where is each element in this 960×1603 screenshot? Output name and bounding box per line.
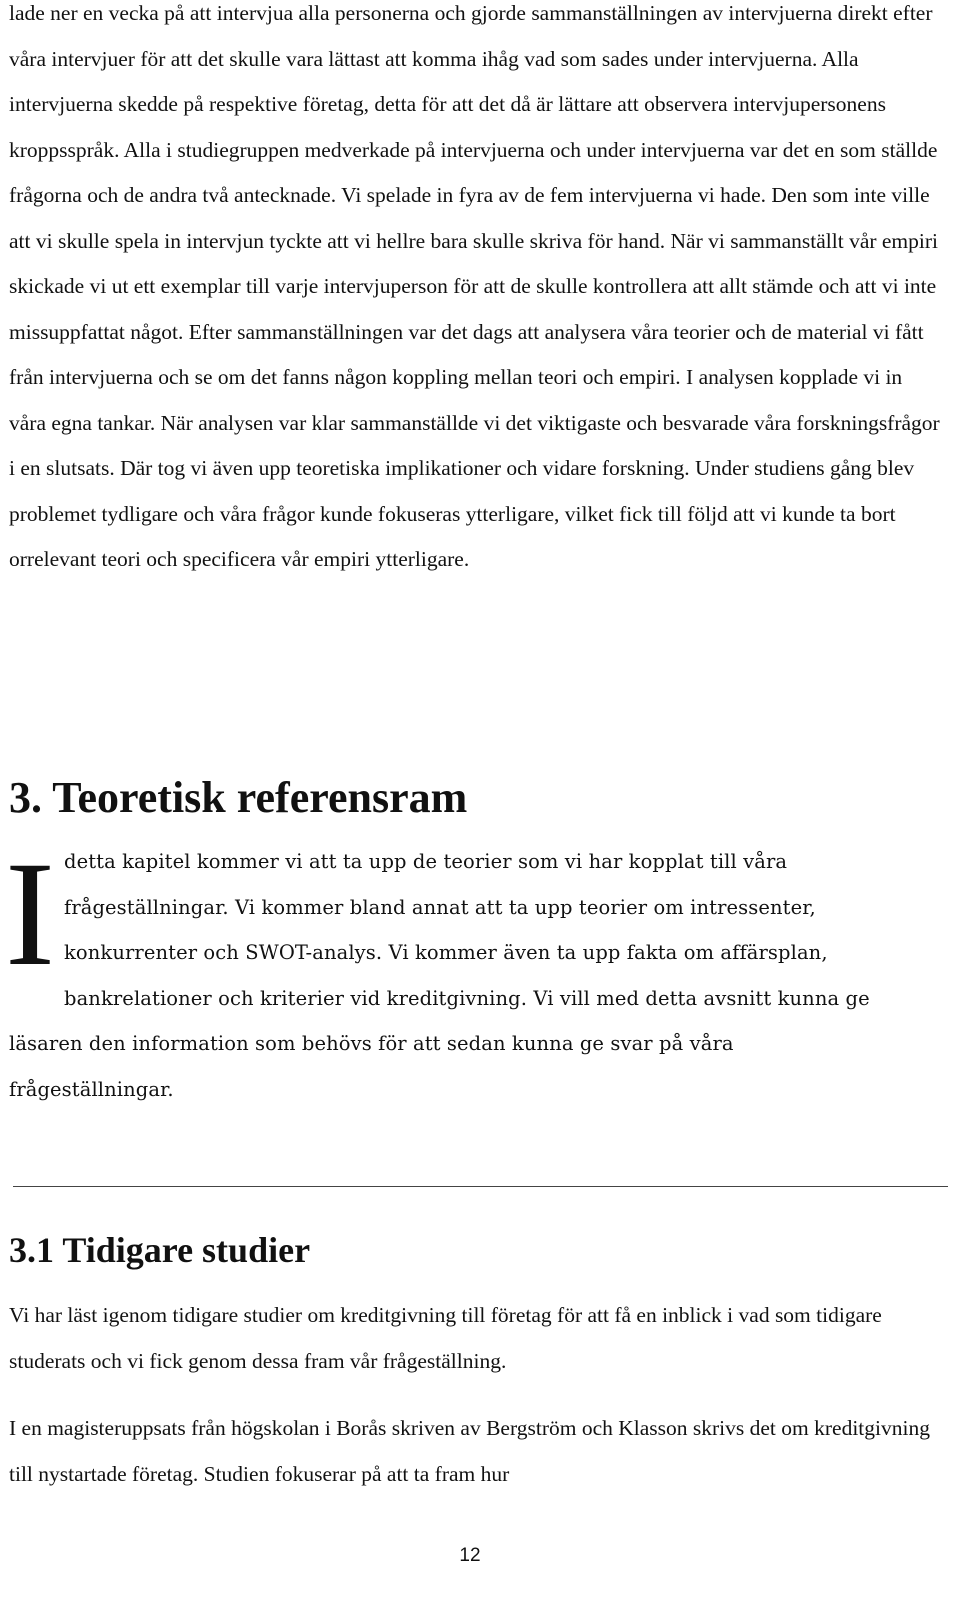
chapter-intro-line: frågeställningar. Vi kommer bland annat att ta upp teorier om intressenter, [64, 895, 816, 919]
chapter-intro-line: frågeställningar. [9, 1077, 174, 1101]
horizontal-divider [13, 1186, 948, 1187]
body-paragraph-thesis-reference: I en magisteruppsats från högskolan i Borås skriven av Bergström och Klasson skrivs det om kreditgivning till nystartade företag. Studien fokuserar på att ta fram hur [9, 1416, 930, 1486]
section-heading-previous-studies: 3.1 Tidigare studier [9, 1230, 311, 1270]
section-heading-theoretical-framework: 3. Teoretisk referensram [9, 773, 468, 822]
chapter-intro-paragraph [9, 839, 944, 1112]
body-paragraph-method: lade ner en vecka på att intervjua alla personerna och gjorde sammanställningen av intervjuerna direkt efter våra intervjuer för att det skulle vara lättast att komma ihåg vad som sades under intervjuerna. Alla intervjuerna skedde på respektive företag, detta för att det då är lättare att observera intervjupersonens kroppsspråk. Alla i studiegruppen medverkade på intervjuerna och under intervjuerna var det en som ställde frågorna och de andra två antecknade. Vi spelade in fyra av de fem intervjuerna vi hade. Den som inte ville att vi skulle spela in intervjun tyckte att vi hellre bara skulle skriva för hand. När vi sammanställt vår empiri skickade vi ut ett exemplar till varje intervjuperson för att de skulle kontrollera att allt stämde och att vi inte missuppfattat något. Efter sammanställningen var det dags att analysera våra teorier och de material vi fått från intervjuerna och se om det fanns någon koppling mellan teori och empiri. I analysen kopplade vi in våra egna tankar. När analysen var klar sammanställde vi det viktigaste och besvarade våra forskningsfrågor i en slutsats. Där tog vi även upp teoretiska implikationer och vidare forskning. Under studiens gång blev problemet tydligare och våra frågor kunde fokuseras ytterligare, vilket fick till följd att vi kunde ta bort orrelevant teori och specificera vår empiri ytterligare. [9, 1, 940, 571]
body-paragraph-previous-studies: Vi har läst igenom tidigare studier om kreditgivning till företag för att få en inblick i vad som tidigare studerats och vi fick genom dessa fram vår frågeställning. [9, 1303, 882, 1373]
page-number: 12 [459, 1545, 481, 1566]
chapter-intro-line: konkurrenter och SWOT-analys. Vi kommer även ta upp fakta om affärsplan, [64, 941, 828, 964]
drop-cap-letter: I [5, 831, 55, 997]
chapter-intro-block [5, 831, 944, 1112]
chapter-intro-line: detta kapitel kommer vi att ta upp de teorier som vi har kopplat till våra [64, 850, 788, 873]
chapter-intro-line: läsaren den information som behövs för att sedan kunna ge svar på våra [9, 1032, 734, 1055]
chapter-intro-line: bankrelationer och kriterier vid kreditgivning. Vi vill med detta avsnitt kunna ge [64, 986, 870, 1010]
